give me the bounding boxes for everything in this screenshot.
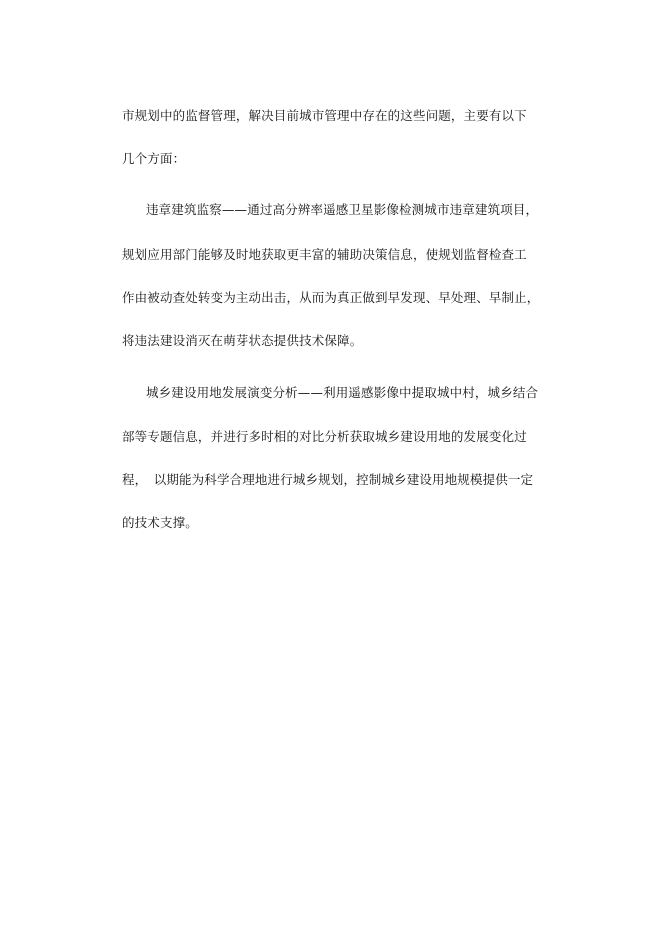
paragraph1-line-1: 违章建筑监察——通过高分辨率遥感卫星影像检测城市违章建筑项目，	[146, 202, 539, 217]
intro-line-2: 几个方面：	[122, 151, 186, 166]
paragraph1-line-4: 将违法建设消灭在萌芽状态提供技术保障。	[122, 333, 363, 348]
paragraph2-line-4: 的技术支撑。	[122, 515, 198, 530]
paragraph2-line-3: 程， 以期能为科学合理地进行城乡规划，控制城乡建设用地规模提供一定	[122, 472, 534, 487]
paragraph2-line-2: 部等专题信息，并进行多时相的对比分析获取城乡建设用地的发展变化过	[122, 429, 527, 444]
paragraph1-line-2: 规划应用部门能够及时地获取更丰富的辅助决策信息，使规划监督检查工	[122, 247, 527, 262]
paragraph1-line-3: 作由被动查处转变为主动出击，从而为真正做到早发现、早处理、早制止，	[122, 290, 540, 305]
intro-line-1: 市规划中的监督管理，解决目前城市管理中存在的这些问题，主要有以下	[122, 108, 527, 123]
paragraph2-line-1: 城乡建设用地发展演变分析——利用遥感影像中提取城中村，城乡结合	[146, 385, 539, 400]
